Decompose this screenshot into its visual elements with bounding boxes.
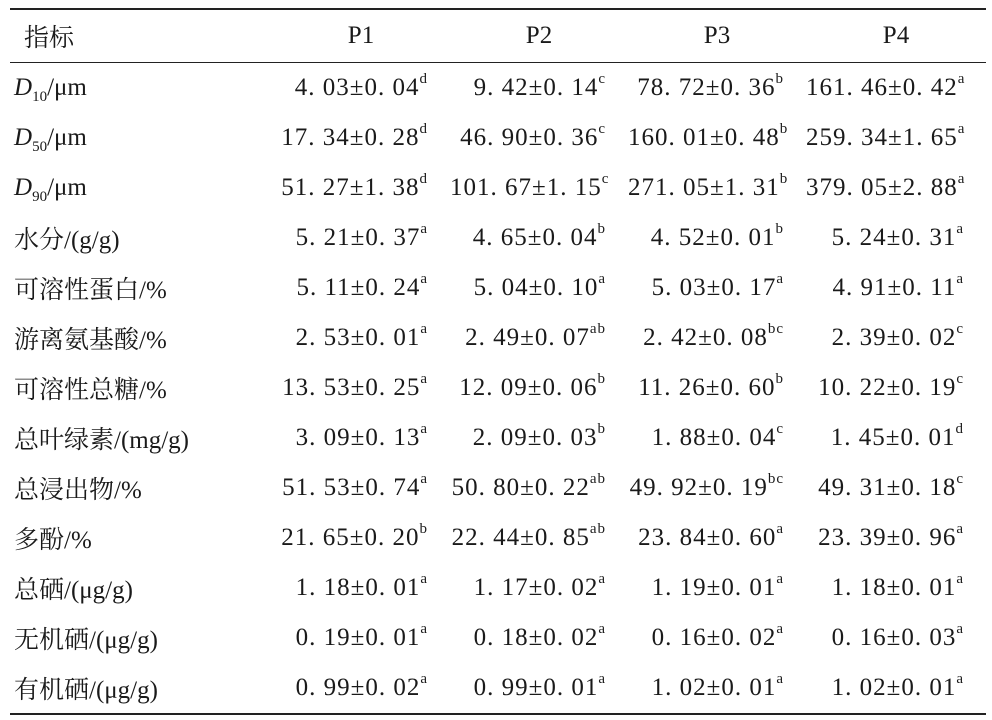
cell-value: 1. 17±0. 02: [473, 574, 599, 601]
header-p4: P4: [882, 22, 910, 49]
cell-value: 2. 49±0. 07: [465, 324, 590, 351]
cell-value: 1. 18±0. 01: [831, 574, 957, 601]
table-row: [10, 663, 986, 713]
significance-letter: a: [776, 520, 784, 537]
table-row: [10, 113, 986, 163]
cell-value: 5. 21±0. 37: [295, 224, 421, 251]
significance-letter: a: [598, 670, 606, 687]
table-row: [10, 163, 986, 213]
cell-value: 9. 42±0. 14: [473, 74, 599, 101]
cell-p4: [806, 613, 986, 663]
significance-letter: b: [775, 370, 784, 387]
cell-value: 4. 91±0. 11: [832, 274, 957, 301]
cell-p4: [806, 413, 986, 463]
cell-value: 1. 02±0. 01: [831, 674, 957, 701]
cell-p3: [628, 613, 806, 663]
label-unit: /μm: [47, 124, 87, 151]
cell-p4: [806, 163, 986, 213]
cell-value: 51. 27±1. 38: [281, 174, 420, 201]
significance-letter: a: [420, 270, 428, 287]
cell-value: 101. 67±1. 15: [450, 174, 602, 201]
cell-p1: [272, 613, 450, 663]
significance-letter: a: [776, 270, 784, 287]
cell-p3: [628, 213, 806, 263]
cell-p4: [806, 63, 986, 114]
cell-value: 1. 02±0. 01: [651, 674, 777, 701]
cell-value: 10. 22±0. 19: [818, 374, 957, 401]
cell-value: 0. 16±0. 03: [831, 624, 957, 651]
significance-letter: b: [597, 420, 606, 437]
row-label: [10, 63, 272, 114]
significance-letter: ab: [589, 470, 606, 487]
cell-p2: [450, 363, 628, 413]
significance-letter: a: [420, 670, 428, 687]
table-row: [10, 413, 986, 463]
cell-value: 161. 46±0. 42: [806, 74, 958, 101]
cell-p4: [806, 563, 986, 613]
significance-letter: a: [957, 120, 966, 137]
header-p1: P1: [347, 22, 375, 49]
label-subscript: 50: [32, 139, 48, 155]
cell-p2: [450, 513, 628, 563]
significance-letter: a: [776, 620, 784, 637]
cell-value: 51. 53±0. 74: [282, 474, 421, 501]
significance-letter: b: [779, 170, 789, 187]
table-row: [10, 613, 986, 663]
data-table: [10, 10, 986, 713]
significance-letter: b: [779, 120, 789, 137]
significance-letter: a: [956, 220, 964, 237]
row-label: 可溶性总糖/%: [14, 377, 167, 404]
cell-p3: [628, 413, 806, 463]
cell-value: 1. 18±0. 01: [295, 574, 421, 601]
cell-p3: [628, 663, 806, 713]
cell-value: 2. 39±0. 02: [831, 324, 957, 351]
cell-value: 2. 53±0. 01: [295, 324, 421, 351]
significance-letter: a: [420, 370, 428, 387]
significance-letter: d: [419, 70, 428, 87]
cell-p4: [806, 513, 986, 563]
cell-value: 4. 65±0. 04: [472, 224, 598, 251]
cell-p3: [628, 313, 806, 363]
cell-p4: [806, 313, 986, 363]
significance-letter: a: [776, 670, 784, 687]
cell-value: 5. 11±0. 24: [296, 274, 421, 301]
significance-letter: c: [956, 470, 964, 487]
cell-value: 0. 19±0. 01: [295, 624, 421, 651]
cell-p4: [806, 463, 986, 513]
label-unit: /μm: [47, 174, 87, 201]
significance-letter: bc: [767, 470, 784, 487]
cell-p1: [272, 663, 450, 713]
significance-letter: c: [598, 70, 606, 87]
cell-value: 0. 99±0. 01: [473, 674, 599, 701]
cell-p2: [450, 163, 628, 213]
significance-letter: c: [956, 370, 964, 387]
cell-p3: [628, 513, 806, 563]
significance-letter: a: [956, 570, 964, 587]
cell-p1: [272, 213, 450, 263]
cell-value: 5. 04±0. 10: [473, 274, 599, 301]
cell-p1: [272, 413, 450, 463]
cell-value: 1. 19±0. 01: [651, 574, 777, 601]
significance-letter: ab: [589, 520, 606, 537]
cell-value: 23. 39±0. 96: [818, 524, 957, 551]
cell-p1: [272, 63, 450, 114]
cell-value: 379. 05±2. 88: [806, 174, 958, 201]
cell-p3: [628, 113, 806, 163]
label-variable: D: [14, 174, 33, 201]
significance-letter: a: [956, 270, 964, 287]
significance-letter: c: [956, 320, 964, 337]
cell-value: 2. 09±0. 03: [472, 424, 598, 451]
significance-letter: d: [419, 170, 428, 187]
significance-letter: a: [420, 320, 428, 337]
cell-p4: [806, 263, 986, 313]
row-label: 总浸出物/%: [14, 477, 142, 504]
significance-letter: c: [598, 120, 606, 137]
cell-value: 11. 26±0. 60: [638, 374, 776, 401]
row-label: 多酚/%: [14, 527, 92, 554]
cell-p1: [272, 263, 450, 313]
cell-p3: [628, 563, 806, 613]
header-p2: P2: [525, 22, 553, 49]
cell-p2: [450, 563, 628, 613]
table-header-row: [10, 10, 986, 63]
cell-value: 12. 09±0. 06: [459, 374, 598, 401]
table-row: [10, 463, 986, 513]
significance-letter: b: [775, 220, 784, 237]
significance-letter: b: [597, 370, 606, 387]
significance-letter: a: [420, 620, 428, 637]
cell-value: 160. 01±0. 48: [628, 124, 780, 151]
header-indicator: 指标: [24, 25, 75, 52]
significance-letter: d: [955, 420, 964, 437]
cell-value: 23. 84±0. 60: [638, 524, 777, 551]
significance-letter: a: [420, 570, 428, 587]
cell-p2: [450, 63, 628, 114]
cell-p2: [450, 313, 628, 363]
significance-letter: c: [601, 170, 610, 187]
cell-value: 21. 65±0. 20: [281, 524, 420, 551]
significance-letter: d: [419, 120, 428, 137]
cell-p3: [628, 63, 806, 114]
cell-value: 0. 18±0. 02: [473, 624, 599, 651]
cell-p4: [806, 363, 986, 413]
row-label: 总叶绿素/(mg/g): [14, 427, 189, 454]
significance-letter: a: [598, 270, 606, 287]
significance-letter: a: [957, 70, 966, 87]
significance-letter: ab: [589, 320, 606, 337]
header-p3: P3: [703, 22, 731, 49]
cell-value: 49. 31±0. 18: [818, 474, 957, 501]
cell-p2: [450, 213, 628, 263]
significance-letter: c: [776, 420, 784, 437]
cell-value: 0. 16±0. 02: [651, 624, 777, 651]
cell-value: 50. 80±0. 22: [451, 474, 590, 501]
cell-p4: [806, 113, 986, 163]
table-row: [10, 213, 986, 263]
cell-value: 5. 24±0. 31: [831, 224, 957, 251]
cell-value: 46. 90±0. 36: [460, 124, 599, 151]
cell-value: 49. 92±0. 19: [629, 474, 768, 501]
significance-letter: a: [598, 620, 606, 637]
table-row: [10, 513, 986, 563]
significance-letter: a: [420, 220, 428, 237]
cell-value: 271. 05±1. 31: [628, 174, 780, 201]
cell-p1: [272, 363, 450, 413]
cell-value: 259. 34±1. 65: [806, 124, 958, 151]
significance-letter: a: [956, 670, 964, 687]
significance-letter: a: [957, 170, 966, 187]
cell-p1: [272, 463, 450, 513]
row-label: 总硒/(μg/g): [14, 577, 133, 604]
cell-value: 1. 88±0. 04: [651, 424, 777, 451]
significance-letter: a: [420, 470, 428, 487]
cell-p4: [806, 663, 986, 713]
row-label: 可溶性蛋白/%: [14, 277, 167, 304]
cell-p2: [450, 613, 628, 663]
label-variable: D: [14, 124, 33, 151]
table-row: [10, 263, 986, 313]
cell-value: 22. 44±0. 85: [451, 524, 590, 551]
row-label: 游离氨基酸/%: [14, 327, 167, 354]
cell-p2: [450, 413, 628, 463]
significance-letter: a: [956, 620, 964, 637]
cell-value: 17. 34±0. 28: [281, 124, 420, 151]
cell-value: 78. 72±0. 36: [637, 74, 776, 101]
significance-letter: a: [956, 520, 964, 537]
row-label: [10, 163, 272, 213]
cell-p1: [272, 163, 450, 213]
cell-p3: [628, 363, 806, 413]
row-label: 无机硒/(μg/g): [14, 627, 158, 654]
cell-value: 1. 45±0. 01: [830, 424, 956, 451]
row-label: 水分/(g/g): [14, 227, 120, 254]
cell-value: 4. 52±0. 01: [650, 224, 776, 251]
row-label: [10, 113, 272, 163]
significance-letter: b: [775, 70, 784, 87]
cell-p1: [272, 313, 450, 363]
cell-value: 5. 03±0. 17: [651, 274, 777, 301]
cell-p2: [450, 463, 628, 513]
cell-p4: [806, 213, 986, 263]
table-row: [10, 313, 986, 363]
cell-p2: [450, 113, 628, 163]
significance-letter: a: [598, 570, 606, 587]
cell-value: 3. 09±0. 13: [295, 424, 421, 451]
cell-p2: [450, 663, 628, 713]
significance-letter: bc: [767, 320, 784, 337]
table-bottom-rule: [10, 713, 986, 715]
significance-letter: a: [420, 420, 428, 437]
table-row: [10, 363, 986, 413]
cell-p1: [272, 513, 450, 563]
cell-p3: [628, 163, 806, 213]
table-row: [10, 563, 986, 613]
cell-p3: [628, 463, 806, 513]
cell-p2: [450, 263, 628, 313]
label-variable: D: [14, 74, 33, 101]
label-subscript: 90: [32, 189, 48, 205]
data-table-container: [10, 8, 986, 715]
cell-value: 13. 53±0. 25: [282, 374, 421, 401]
cell-p1: [272, 563, 450, 613]
cell-p3: [628, 263, 806, 313]
label-subscript: 10: [32, 89, 48, 105]
table-row: [10, 63, 986, 114]
label-unit: /μm: [47, 74, 87, 101]
significance-letter: b: [419, 520, 428, 537]
row-label: 有机硒/(μg/g): [14, 677, 158, 704]
cell-value: 0. 99±0. 02: [295, 674, 421, 701]
cell-p1: [272, 113, 450, 163]
significance-letter: a: [776, 570, 784, 587]
significance-letter: b: [597, 220, 606, 237]
cell-value: 4. 03±0. 04: [294, 74, 420, 101]
cell-value: 2. 42±0. 08: [643, 324, 768, 351]
